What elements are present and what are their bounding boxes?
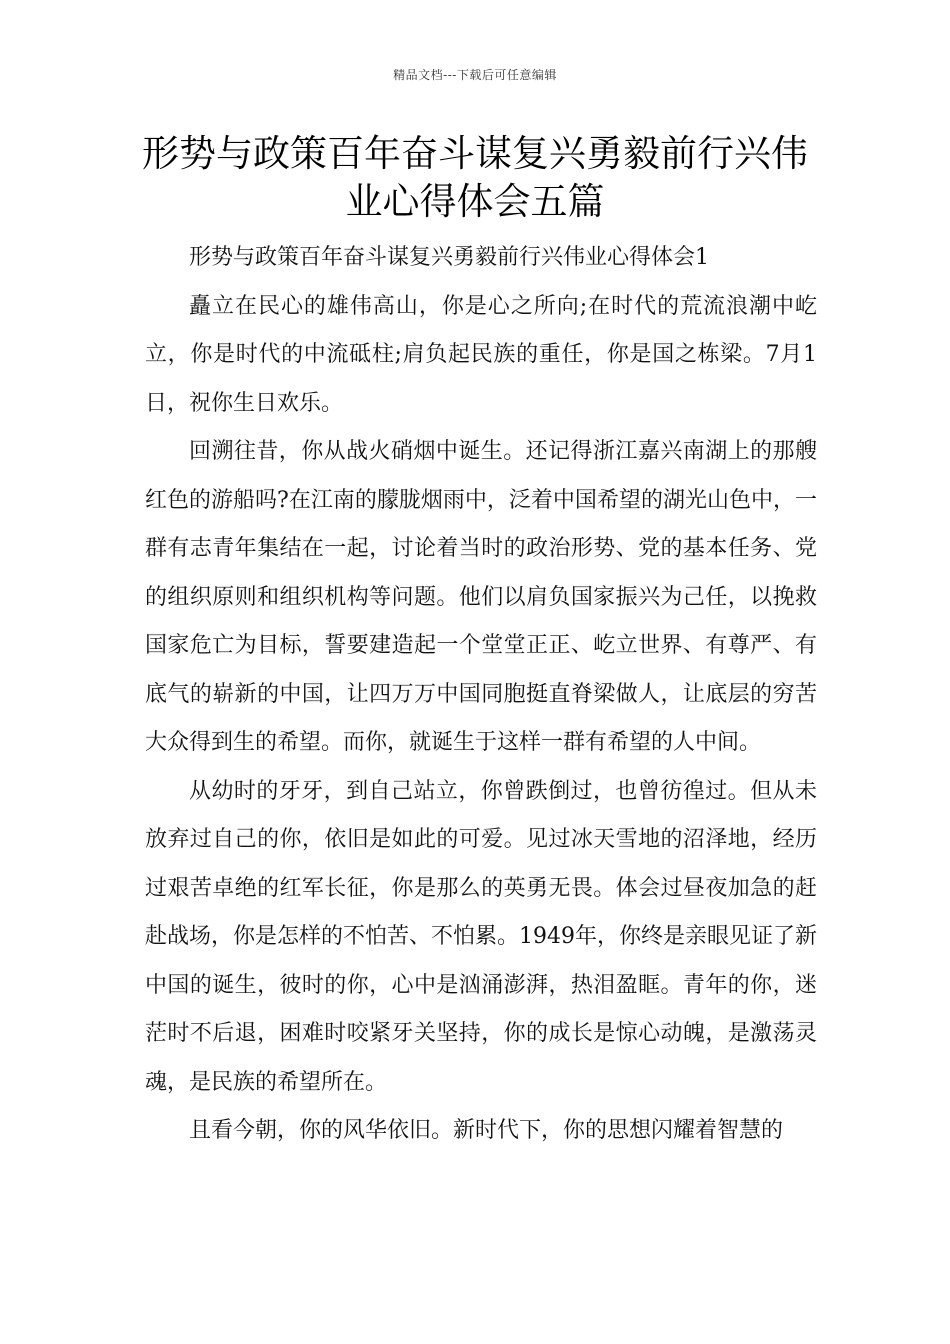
document-title: 形势与政策百年奋斗谋复兴勇毅前行兴伟业心得体会五篇: [142, 132, 808, 223]
paragraph: 回溯往昔，你从战火硝烟中诞生。还记得浙江嘉兴南湖上的那艘红色的游船吗?在江南的朦胧烟雨中，泛着中国希望的湖光山色中，一群有志青年集结在一起，讨论着当时的政治形势、党的基本任务、党的组织原则和组织机构等问题。他们以肩负国家振兴为己任，以挽救国家危亡为目标，誓要建造起一个堂堂正正、屹立世界、有尊严、有底气的崭新的中国，让四万万中国同胞挺直脊梁做人，让底层的穷苦大众得到生的希望。而你，就诞生于这样一群有希望的人中间。: [145, 439, 817, 755]
paragraph-subtitle: 形势与政策百年奋斗谋复兴勇毅前行兴伟业心得体会1: [189, 245, 709, 270]
document-body: [145, 234, 817, 1156]
paragraph: 从幼时的牙牙，到自己站立，你曾跌倒过，也曾彷徨过。但从未放弃过自己的你，依旧是如此的可爱。见过冰天雪地的沼泽地，经历过艰苦卓绝的红军长征，你是那么的英勇无畏。体会过昼夜加急的赶赴战场，你是怎样的不怕苦、不怕累。1949年，你终是亲眼见证了新中国的诞生，彼时的你，心中是汹涌澎湃，热泪盈眶。青年的你，迷茫时不后退，困难时咬紧牙关坚持，你的成长是惊心动魄，是激荡灵魂，是民族的希望所在。: [145, 778, 817, 1095]
header-note: 精品文档---下载后可任意编辑: [393, 68, 557, 82]
paragraph: 矗立在民心的雄伟高山，你是心之所向;在时代的荒流浪潮中屹立，你是时代的中流砥柱;肩负起民族的重任，你是国之栋梁。7月1日，祝你生日欢乐。: [145, 293, 817, 416]
paragraph: 且看今朝，你的风华依旧。新时代下，你的思想闪耀着智慧的: [189, 1118, 784, 1143]
